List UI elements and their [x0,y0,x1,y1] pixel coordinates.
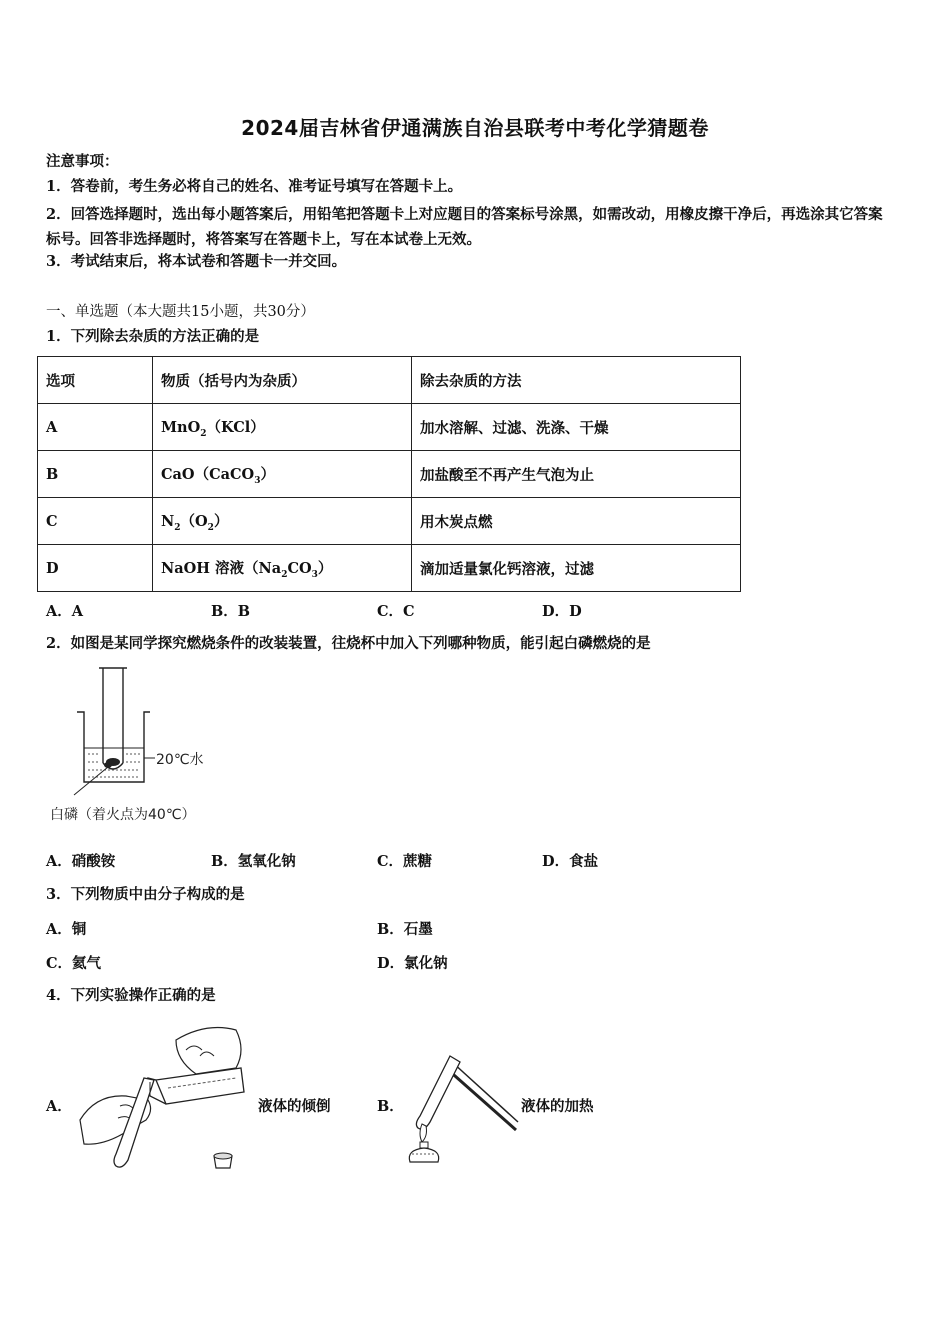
substance-cell: MnO$_2$（KCl） [153,404,412,451]
option-cell: C [38,498,153,545]
method-cell: 加盐酸至不再产生气泡为止 [412,451,741,498]
q2-option-a: A．硝酸铵 [46,853,116,870]
q3-option-c: C．氦气 [46,955,102,972]
test-tube-icon [99,668,127,769]
q1-option-d: D．D [542,603,582,620]
notice-item-2: 2．回答选择题时，选出每小题答案后，用铅笔把答题卡上对应题目的答案标号涂黑，如需改动，用橡皮擦干净后，再选涂其它答案标号。回答非选择题时，将答案写在答题卡上，写在本试卷上无效。 [46,206,883,248]
q3-option-a: A．铜 [46,921,87,938]
q4-stem: 4．下列实验操作正确的是 [46,987,216,1004]
test-tube-icon [416,1056,460,1129]
notice-item-3: 3．考试结束后，将本试卷和答题卡一并交回。 [46,253,347,270]
table-row [38,451,741,498]
q4-option-a-label: A． [46,1098,72,1115]
table-row [38,404,741,451]
beaker-icon [77,712,150,782]
method-cell: 加水溶解、过滤、洗涤、干燥 [412,404,741,451]
page-title: 2024届吉林省伊通满族自治县联考中考化学猜题卷 [241,116,709,140]
q2-stem: 2．如图是某同学探究燃烧条件的改装装置，往烧杯中加入下列哪种物质，能引起白磷燃烧的是 [46,635,651,652]
option-cell: D [38,545,153,592]
alcohol-lamp-icon [409,1124,438,1162]
substance-cell: $N_2(O_2)$ [153,498,412,545]
q1-stem: 1．下列除去杂质的方法正确的是 [46,328,260,345]
substance-cell: CaO（CaCO$_3$） [153,451,412,498]
q3-stem: 3．下列物质中由分子构成的是 [46,886,245,903]
table-header-cell: 除去杂质的方法 [412,357,741,404]
q3-option-b: B．石墨 [377,921,433,938]
q2-apparatus-figure [44,665,224,830]
table-header-cell: 物质（括号内为杂质） [153,357,412,404]
notice-item-1: 1．答卷前，考生务必将自己的姓名、准考证号填写在答题卡上。 [46,178,463,195]
water-label: 20℃水 [156,752,204,768]
q1-option-b: B．B [211,603,251,620]
white-phosphorus-icon [104,758,120,768]
method-cell: 滴加适量氯化钙溶液，过滤 [412,545,741,592]
pouring-liquid-figure [76,1020,256,1175]
q1-option-c: C．C [377,603,415,620]
section-heading: 一、单选题（本大题共15小题，共30分） [46,304,315,320]
phosphorus-pointer-line [74,767,108,795]
q2-option-d: D．食盐 [542,853,599,870]
table-header-cell: 选项 [38,357,153,404]
phosphorus-label: 白磷（着火点为40℃） [50,807,196,823]
option-cell: B [38,451,153,498]
method-cell: 用木炭点燃 [412,498,741,545]
option-cell: A [38,404,153,451]
q4-option-b-caption: 液体的加热 [521,1098,594,1115]
q4-option-b-label: B． [377,1098,404,1115]
q3-option-d: D．氯化钠 [377,955,448,972]
q2-option-c: C．蔗糖 [377,853,433,870]
table-header-row [38,357,741,404]
heating-liquid-figure [402,1050,522,1170]
notice-heading: 注意事项： [46,153,119,170]
q2-option-b: B．氢氧化钠 [211,853,296,870]
q1-table [37,356,741,592]
stopper-icon [214,1153,232,1168]
substance-cell: NaOH 溶液$(Na_2CO_3)$ [153,545,412,592]
table-row [38,498,741,545]
test-tube-holder-icon [446,1062,518,1130]
q4-option-a-caption: 液体的倾倒 [258,1098,331,1115]
q1-option-a: A．A [46,603,84,620]
table-row [38,545,741,592]
